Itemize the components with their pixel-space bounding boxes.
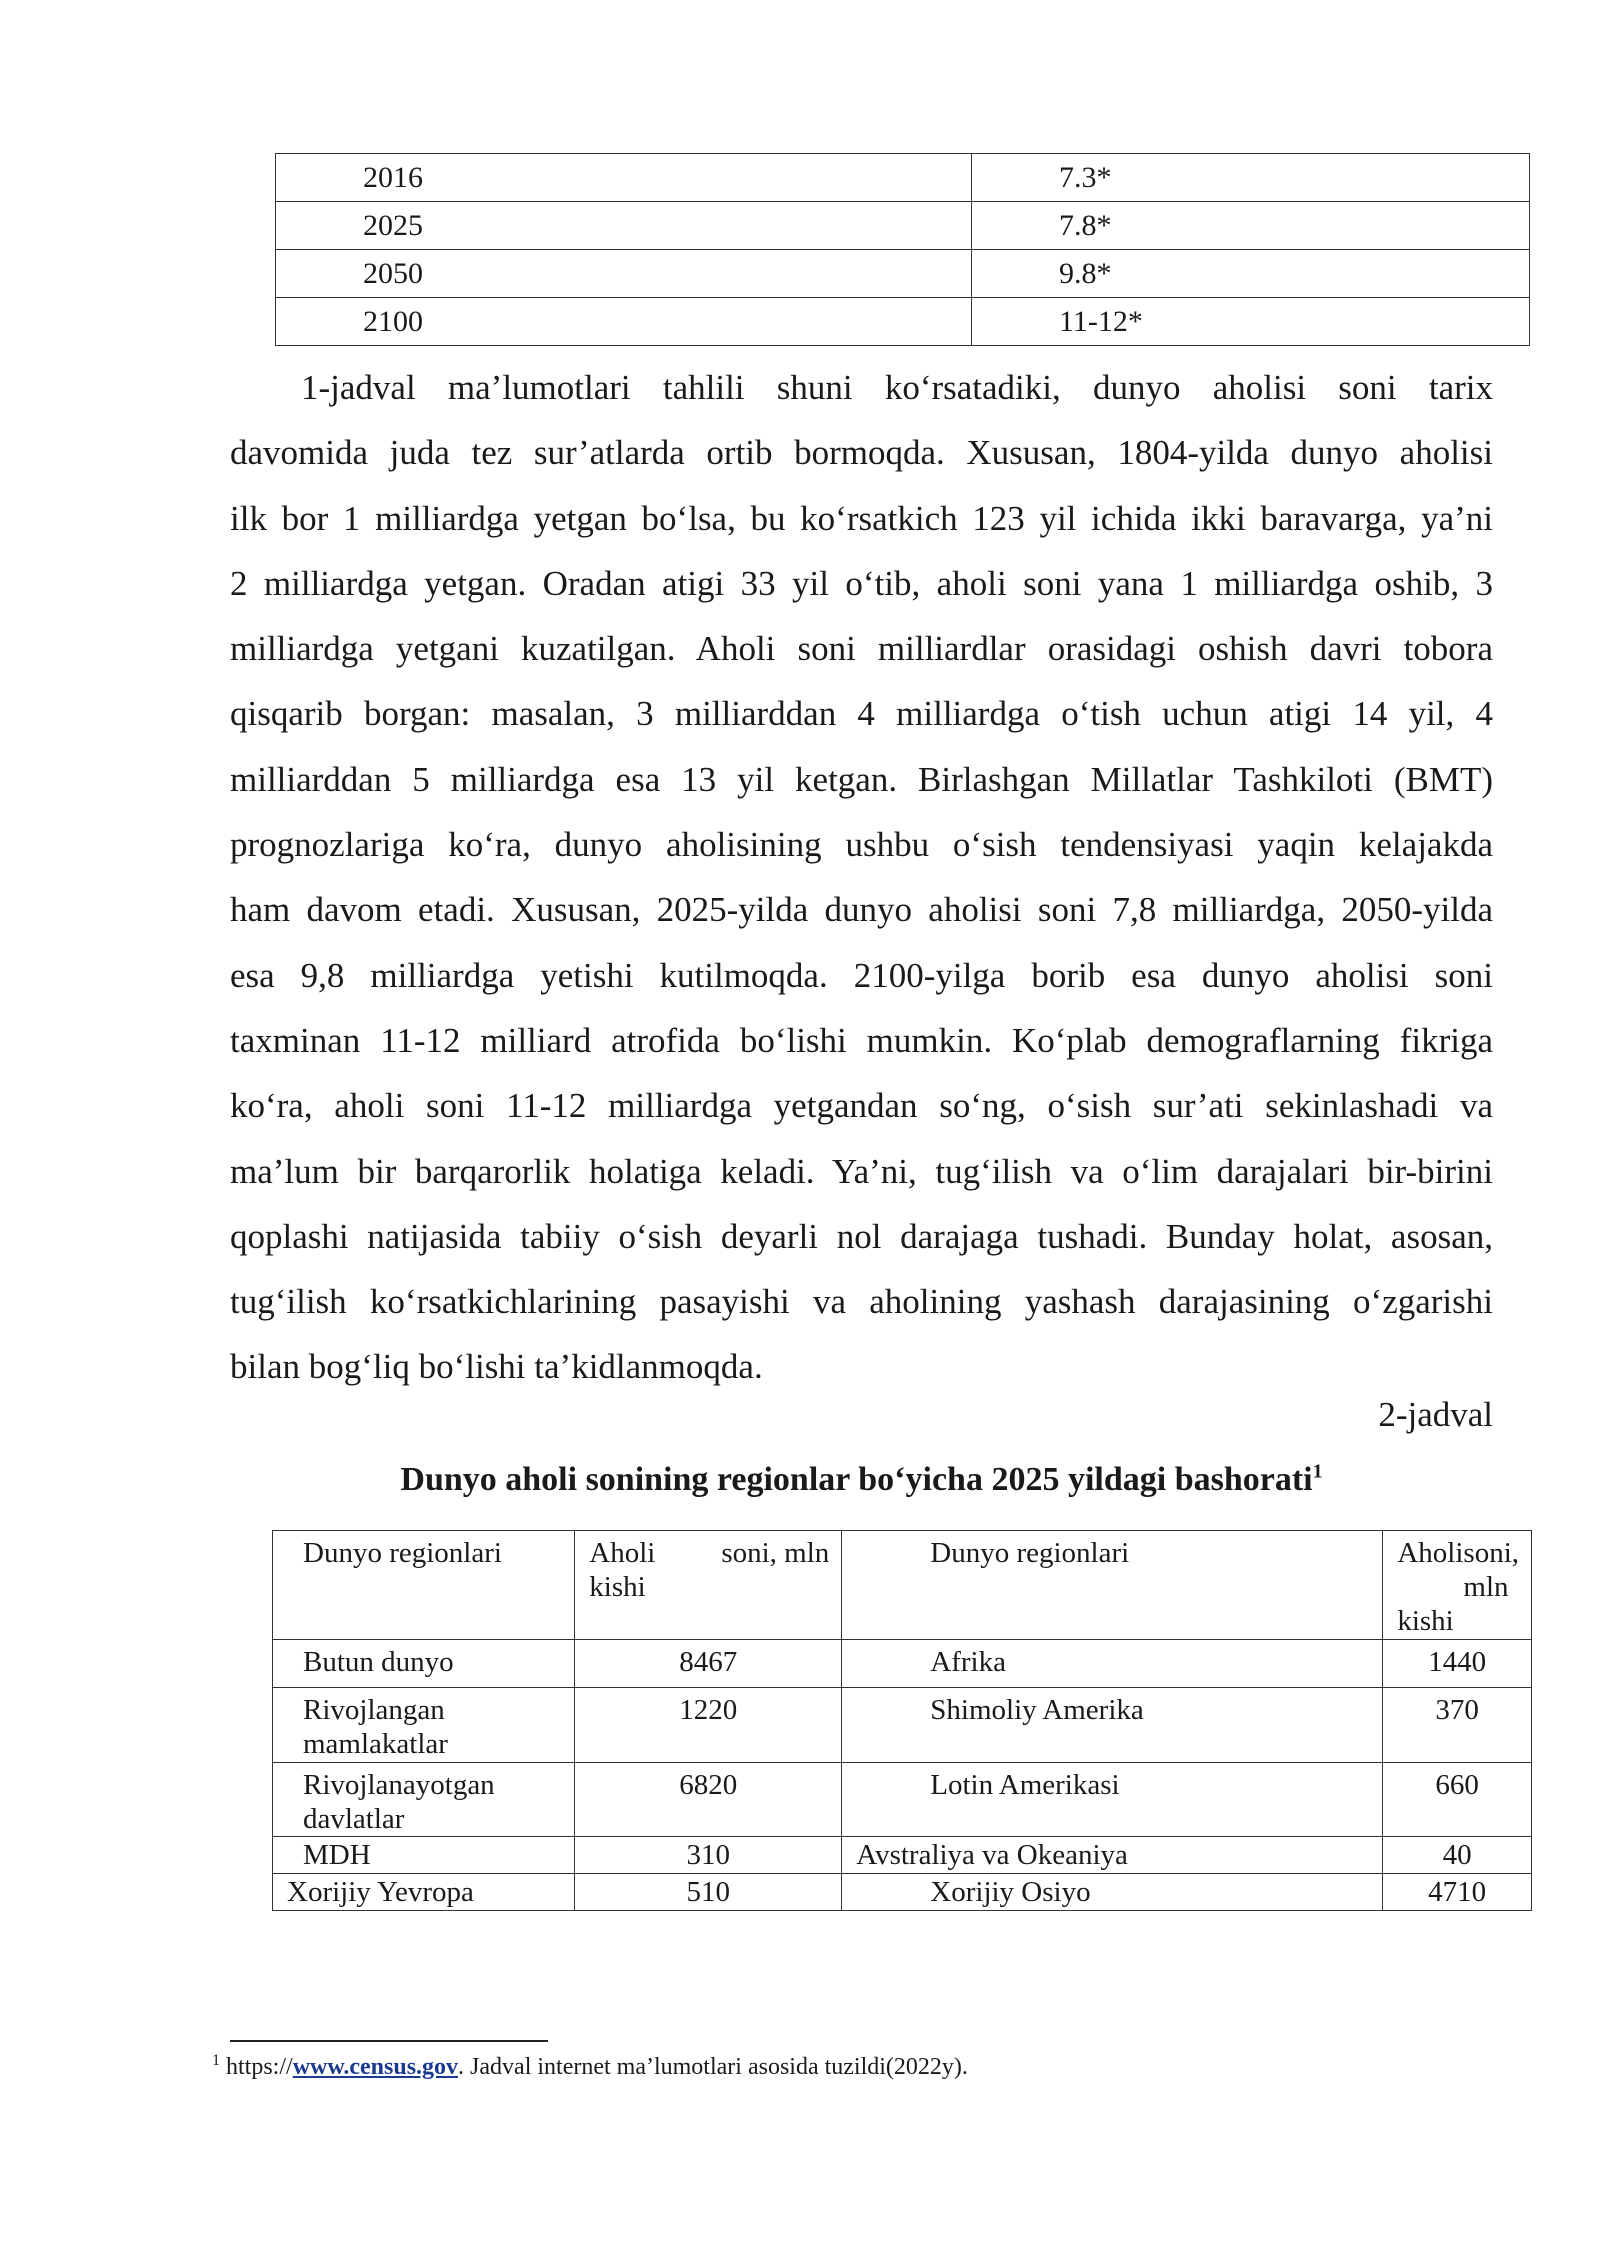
paragraph-line: 1-jadval ma’lumotlari tahlili shuni ko‘rsatadiki, dunyo aholisi soni tarix — [301, 368, 1493, 407]
table-row — [273, 1837, 1532, 1874]
footnote-mark: 1 — [212, 2052, 220, 2069]
region-cell — [273, 1762, 575, 1837]
population-cell: 1440 — [1383, 1639, 1532, 1687]
population-cell: 40 — [1383, 1837, 1532, 1874]
census-link[interactable]: www.census.gov — [292, 2054, 459, 2080]
population-cell: 370 — [1383, 1687, 1532, 1762]
population-cell: 310 — [575, 1837, 842, 1874]
regional-population-table — [272, 1530, 1532, 1911]
footnote-separator — [230, 2040, 548, 2042]
population-cell: 7.3* — [972, 154, 1530, 202]
table-title-text: Dunyo aholi sonining regionlar bo‘yicha 2025 yildagi bashorati — [400, 1461, 1313, 1498]
region-name: Butun dunyo — [303, 1645, 454, 1678]
column-header-region: Dunyo regionlari — [842, 1531, 1383, 1640]
header-text: Aholi — [589, 1537, 656, 1569]
column-header-population — [1383, 1531, 1532, 1640]
paragraph-line: 2 milliardga yetgan. Oradan atigi 33 yil o‘tib, aholi soni yana 1 milliardga oshib, 3 — [230, 563, 1493, 603]
paragraph-line: prognozlariga ko‘ra, dunyo aholisining ushbu o‘sish tendensiyasi yaqin kelajakda — [230, 825, 1493, 865]
year-cell: 2025 — [276, 202, 972, 250]
table-label: 2-jadval — [1378, 1395, 1493, 1434]
paragraph-line: qoplashi natijasida tabiiy o‘sish deyarli nol darajaga tushadi. Bunday holat, asosan, — [230, 1216, 1493, 1256]
paragraph-line: ham davom etadi. Xususan, 2025-yilda dunyo aholisi soni 7,8 milliardga, 2050-yilda — [230, 890, 1493, 930]
region-cell — [273, 1874, 575, 1911]
table-header-row — [273, 1531, 1532, 1640]
population-cell: 8467 — [575, 1639, 842, 1687]
population-cell: 1220 — [575, 1687, 842, 1762]
region-cell: Avstraliya va Okeaniya — [842, 1837, 1383, 1874]
column-header-population — [575, 1531, 842, 1640]
table-row — [276, 202, 1530, 250]
region-cell — [273, 1639, 575, 1687]
population-cell: 4710 — [1383, 1874, 1532, 1911]
paragraph-line: tug‘ilish ko‘rsatkichlarining pasayishi va aholining yashash darajasining o‘zgarishi — [230, 1282, 1493, 1322]
population-cell: 660 — [1383, 1762, 1532, 1837]
header-text: kishi — [1397, 1604, 1454, 1637]
table-row — [273, 1687, 1532, 1762]
region-cell — [273, 1837, 575, 1874]
footnote-reference: 1 — [1312, 1460, 1323, 1483]
population-cell: 7.8* — [972, 202, 1530, 250]
table-row — [273, 1874, 1532, 1911]
population-cell: 510 — [575, 1874, 842, 1911]
region-name: Xorijiy Yevropa — [287, 1876, 474, 1909]
footnote-text: . Jadval internet ma’lumotlari asosida tuzildi(2022y). — [458, 2054, 968, 2080]
header-text: kishi — [589, 1570, 646, 1603]
paragraph-line: ilk bor 1 milliardga yetgan bo‘lsa, bu ko‘rsatkich 123 yil ichida ikki baravarga, ya’ni — [230, 498, 1493, 538]
population-by-year-table — [275, 153, 1530, 346]
region-cell — [273, 1687, 575, 1762]
paragraph-line: milliarddan 5 milliardga esa 13 yil ketgan. Birlashgan Millatlar Tashkiloti (BMT) — [230, 759, 1493, 799]
table-row — [276, 154, 1530, 202]
region-cell: Xorijiy Osiyo — [842, 1874, 1383, 1911]
region-name: mamlakatlar — [303, 1727, 448, 1760]
table-row — [273, 1639, 1532, 1687]
table-row — [273, 1762, 1532, 1837]
region-cell: Shimoliy Amerika — [842, 1687, 1383, 1762]
table-row — [276, 298, 1530, 346]
region-name: davlatlar — [303, 1802, 405, 1835]
table-title — [230, 1461, 1493, 1499]
header-text: soni, mln — [1463, 1537, 1519, 1603]
header-text: soni, mln — [721, 1537, 830, 1569]
region-cell: Lotin Amerikasi — [842, 1762, 1383, 1837]
paragraph-line: qisqarib borgan: masalan, 3 milliarddan 4 milliardga o‘tish uchun atigi 14 yil, 4 — [230, 694, 1493, 734]
paragraph-line: taxminan 11-12 milliard atrofida bo‘lishi mumkin. Ko‘plab demograflarning fikriga — [230, 1020, 1493, 1060]
table-row — [276, 250, 1530, 298]
paragraph-line: davomida juda tez sur’atlarda ortib bormoqda. Xususan, 1804-yilda dunyo aholisi — [230, 433, 1493, 473]
paragraph-line: bilan bog‘liq bo‘lishi ta’kidlanmoqda. — [230, 1347, 763, 1387]
paragraph-line: ma’lum bir barqarorlik holatiga keladi. Ya’ni, tug‘ilish va o‘lim darajalari bir-birini — [230, 1151, 1493, 1191]
year-cell: 2016 — [276, 154, 972, 202]
footnote-prefix: https:// — [226, 2054, 293, 2080]
paragraph-line: esa 9,8 milliardga yetishi kutilmoqda. 2100-yilga borib esa dunyo aholisi soni — [230, 955, 1493, 995]
region-name: Rivojlangan — [303, 1693, 445, 1726]
region-cell: Afrika — [842, 1639, 1383, 1687]
paragraph-line: ko‘ra, aholi soni 11-12 milliardga yetgandan so‘ng, o‘sish sur’ati sekinlashadi va — [230, 1086, 1493, 1126]
year-cell: 2050 — [276, 250, 972, 298]
population-cell: 11-12* — [972, 298, 1530, 346]
body-paragraph — [230, 355, 1493, 1400]
year-cell: 2100 — [276, 298, 972, 346]
paragraph-line: milliardga yetgani kuzatilgan. Aholi soni milliardlar orasidagi oshish davri tobora — [230, 629, 1493, 669]
region-name: MDH — [303, 1839, 371, 1872]
footnote — [212, 2052, 968, 2081]
region-name: Rivojlanayotgan — [303, 1768, 495, 1801]
population-cell: 6820 — [575, 1762, 842, 1837]
header-text: Aholi — [1397, 1537, 1464, 1569]
column-header-region: Dunyo regionlari — [273, 1531, 575, 1640]
population-cell: 9.8* — [972, 250, 1530, 298]
